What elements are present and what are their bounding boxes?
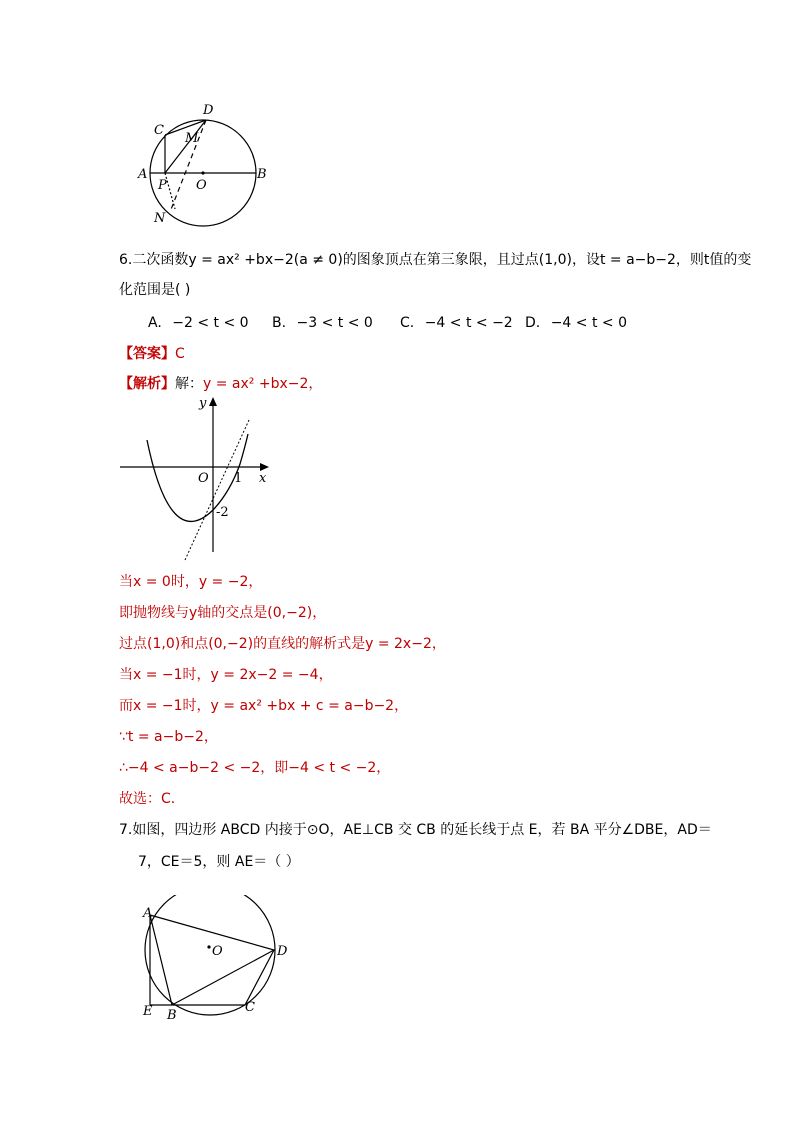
analysis-start: 解：	[175, 376, 203, 392]
label-A: A	[138, 167, 148, 182]
option-letter: C.	[400, 315, 415, 331]
q6-option-b	[272, 313, 373, 333]
axis-label-x: x	[259, 471, 267, 486]
axis-label-y: y	[199, 396, 207, 411]
q6-analysis-header	[119, 374, 322, 394]
option-text: −2 < t < 0	[172, 315, 249, 331]
step-7: ∴−4 < a−b−2 < −2，即−4 < t < −2，	[119, 760, 391, 776]
step-2: 即抛物线与y轴的交点是(0,−2)，	[119, 605, 327, 621]
q6-answer	[119, 344, 185, 364]
answer-value: C	[175, 346, 185, 362]
label-D: D	[277, 944, 288, 959]
label-B: B	[257, 167, 267, 182]
step-8: 故选：C．	[119, 791, 185, 807]
q7-stem-line1: 7.如图，四边形 ABCD 内接于⊙O，AE⊥CB 交 CB 的延长线于点 E，若 BA 平分∠DBE，AD＝	[119, 822, 712, 838]
step-4: 当x = −1时，y = 2x−2 = −4，	[119, 667, 333, 683]
label-O: O	[212, 944, 223, 959]
label-D: D	[203, 103, 214, 118]
analysis-tag: 【解析】	[119, 376, 175, 392]
tick-label-1: 1	[234, 471, 243, 486]
cyclic-quadrilateral-figure	[130, 895, 305, 1025]
step-5: 而x = −1时，y = ax² +bx + c = a−b−2，	[119, 698, 409, 714]
step-1: 当x = 0时，y = −2，	[119, 574, 263, 590]
option-text: −4 < t < 0	[550, 315, 627, 331]
answer-tag: 【答案】	[119, 346, 175, 362]
label-C: C	[154, 123, 164, 138]
label-M: M	[185, 131, 199, 146]
option-letter: B.	[272, 315, 287, 331]
label-B: B	[167, 1008, 177, 1023]
parabola-graph	[115, 392, 275, 564]
label-O: O	[196, 178, 207, 193]
tick-label-neg2: -2	[216, 505, 229, 520]
q6-stem-line1: 6.二次函数y = ax² +bx−2(a ≠ 0)的图象顶点在第三象限，且过点(1,0)，设t = a−b−2，则t值的变	[119, 252, 752, 268]
label-N: N	[154, 211, 166, 226]
option-letter: D.	[525, 315, 541, 331]
circle-figure-q5	[130, 100, 280, 230]
origin-label: O	[198, 471, 209, 486]
option-text: −3 < t < 0	[296, 315, 373, 331]
label-P: P	[158, 178, 167, 193]
label-A: A	[143, 906, 153, 921]
q6-stem-line2: 化范围是( )	[119, 282, 191, 298]
step-3: 过点(1,0)和点(0,−2)的直线的解析式是y = 2x−2，	[119, 636, 446, 652]
q7-stem-line2: 7，CE＝5，则 AE＝（ ）	[138, 854, 300, 870]
label-C: C	[245, 1000, 255, 1015]
q6-option-d	[525, 313, 627, 333]
label-E: E	[143, 1004, 153, 1019]
q6-option-c	[400, 313, 513, 333]
option-letter: A.	[148, 315, 162, 331]
step-6: ∵t = a−b−2，	[119, 729, 218, 745]
q6-option-a	[148, 313, 249, 333]
analysis-equation: y = ax² +bx−2，	[203, 376, 323, 392]
option-text: −4 < t < −2	[424, 315, 513, 331]
